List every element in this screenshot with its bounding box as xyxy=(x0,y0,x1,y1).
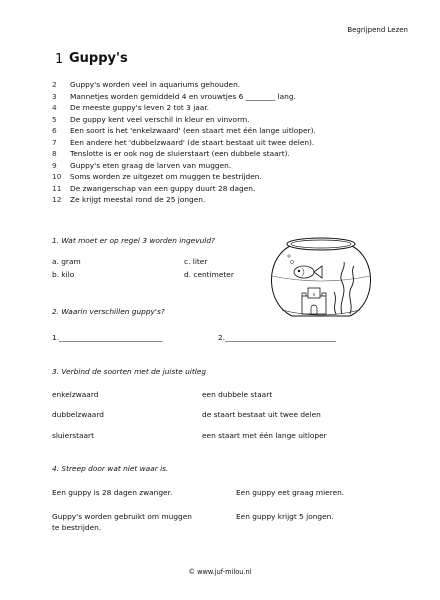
match-left-3[interactable]: sluierstaart xyxy=(52,431,94,440)
line-text: Guppy's eten graag de larven van muggen. xyxy=(70,160,232,170)
story-line xyxy=(52,148,412,160)
line-text: Soms worden ze uitgezet om muggen te bestrijden. xyxy=(70,172,262,181)
statement-3-line-2: te bestrijden. xyxy=(52,523,102,532)
match-left-1[interactable]: enkelzwaard xyxy=(52,390,99,399)
page-title: Guppy's xyxy=(69,51,128,66)
story-line xyxy=(52,79,412,91)
question-4: 4. Streep door wat niet waar is. xyxy=(52,464,169,473)
match-right-3[interactable]: een staart met één lange uitloper xyxy=(202,431,327,440)
statement-3[interactable] xyxy=(52,512,192,532)
statement-3-line-1: Guppy's worden gebruikt om muggen xyxy=(52,512,192,521)
question-3: 3. Verbind de soorten met de juiste uitleg xyxy=(52,367,207,376)
answer-line-1[interactable]: 1.____________________________ xyxy=(52,333,163,342)
question-2: 2. Waarin verschillen guppy's? xyxy=(52,307,165,316)
story-text xyxy=(52,79,412,206)
line-number: 6 xyxy=(52,126,57,135)
line-text: De meeste guppy's leven 2 tot 3 jaar. xyxy=(70,103,210,112)
question-1: 1. Wat moet er op regel 3 worden ingevuld? xyxy=(52,236,215,245)
story-line xyxy=(52,194,412,206)
option-a: a. gram xyxy=(52,257,81,266)
line-number: 4 xyxy=(52,103,57,112)
story-line xyxy=(52,160,412,172)
statement-2[interactable]: Een guppy eet graag mieren. xyxy=(236,488,345,497)
fishbowl-icon xyxy=(262,232,380,322)
line-text: De guppy kent veel verschil in kleur en vinvorm. xyxy=(70,114,250,124)
story-line xyxy=(52,183,412,195)
match-right-1[interactable]: een dubbele staart xyxy=(202,390,273,399)
story-line xyxy=(52,137,412,149)
option-b: b. kilo xyxy=(52,270,75,279)
option-c: c. liter xyxy=(184,257,208,266)
match-right-2[interactable]: de staart bestaat uit twee delen xyxy=(202,410,321,419)
line-text: Tenslotte is er ook nog de sluierstaart (een dubbele staart). xyxy=(70,149,290,158)
story-line xyxy=(52,91,412,103)
statement-4[interactable]: Een guppy krijgt 5 jongen. xyxy=(236,512,334,521)
title-line-number: 1 xyxy=(55,52,64,67)
statement-1[interactable]: Een guppy is 28 dagen zwanger. xyxy=(52,488,173,497)
line-number: 10 xyxy=(52,172,62,181)
line-number: 12 xyxy=(52,195,62,204)
story-line xyxy=(52,102,412,114)
story-line xyxy=(52,114,412,126)
line-number: 2 xyxy=(52,80,57,89)
story-line xyxy=(52,125,412,137)
line-text: Een andere het 'dubbelzwaard' (de staart bestaat uit twee delen). xyxy=(70,137,315,147)
match-left-2[interactable]: dubbelzwaard xyxy=(52,410,104,419)
line-number: 3 xyxy=(52,91,57,101)
line-text: Een soort is het 'enkelzwaard' (een staart met één lange uitloper). xyxy=(70,126,316,135)
option-d: d. centimeter xyxy=(184,270,234,279)
line-text: Mannetjes worden gemiddeld 4 en vrouwtjes 6 ________ lang. xyxy=(70,91,296,101)
line-number: 5 xyxy=(52,114,57,124)
footer-copyright: © www.juf-milou.nl xyxy=(188,568,252,576)
header-label: Begrijpend Lezen xyxy=(347,26,408,34)
answer-line-2[interactable]: 2.______________________________ xyxy=(218,333,336,342)
line-number: 8 xyxy=(52,149,57,158)
line-number: 11 xyxy=(52,183,62,193)
story-line xyxy=(52,171,412,183)
line-text: De zwangerschap van een guppy duurt 28 dagen. xyxy=(70,183,256,193)
line-text: Guppy's worden veel in aquariums gehouden. xyxy=(70,80,241,89)
line-text: Ze krijgt meestal rond de 25 jongen. xyxy=(70,195,206,204)
line-number: 7 xyxy=(52,137,57,147)
line-number: 9 xyxy=(52,160,57,170)
